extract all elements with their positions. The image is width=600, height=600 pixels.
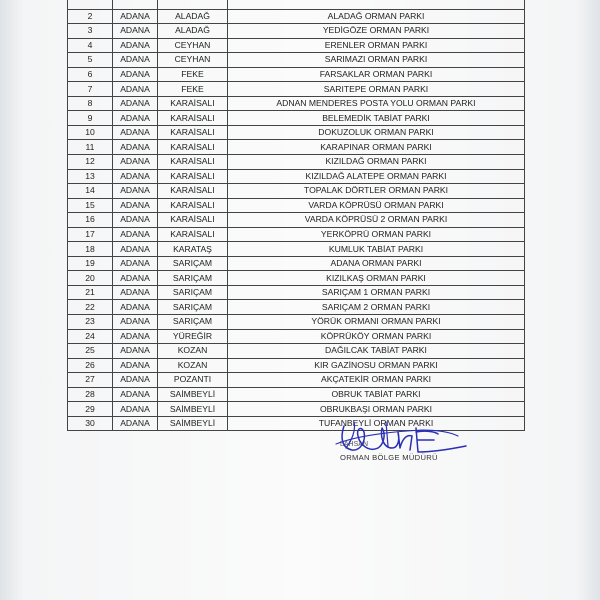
district-cell: KARAİSALI: [158, 96, 228, 111]
park-name-cell: BELEMEDİK TABİAT PARKI: [228, 111, 525, 126]
row-number: 25: [68, 344, 113, 359]
row-number: 22: [68, 300, 113, 315]
table-row: [68, 125, 525, 140]
district-cell: SARIÇAM: [158, 315, 228, 330]
district-cell: SAİMBEYLİ: [158, 402, 228, 417]
row-number: 28: [68, 387, 113, 402]
park-name-cell: SARIÇAM 1 ORMAN PARKI: [228, 285, 525, 300]
table-row: [68, 227, 525, 242]
district-cell: KARATAŞ: [158, 242, 228, 257]
park-name-cell: KIZILDAĞ ORMAN PARKI: [228, 155, 525, 170]
province-cell: ADANA: [113, 387, 158, 402]
row-number: 29: [68, 402, 113, 417]
district-cell: CEYHAN: [158, 38, 228, 53]
table-row: [68, 300, 525, 315]
forest-park-table: [67, 0, 525, 431]
district-cell: ALADAĞ: [158, 9, 228, 24]
district-cell: YÜREĞİR: [158, 329, 228, 344]
park-name-cell: ADANA ORMAN PARKI: [228, 256, 525, 271]
table-row: [68, 329, 525, 344]
park-name-cell: YÖRÜK ORMANI ORMAN PARKI: [228, 315, 525, 330]
district-cell: CEYHAN: [158, 53, 228, 68]
park-name-cell: KIZILKAŞ ORMAN PARKI: [228, 271, 525, 286]
park-name-cell: KUMLUK TABİAT PARKI: [228, 242, 525, 257]
table-row: [68, 96, 525, 111]
province-cell: ADANA: [113, 53, 158, 68]
park-name-cell: ALADAĞ ORMAN PARKI: [228, 9, 525, 24]
table-row: [68, 9, 525, 24]
table-row: [68, 242, 525, 257]
province-cell: ADANA: [113, 329, 158, 344]
row-number: 23: [68, 315, 113, 330]
district-cell: KARAİSALI: [158, 140, 228, 155]
province-cell: ADANA: [113, 155, 158, 170]
park-name-cell: KIZILDAĞ ALATEPE ORMAN PARKI: [228, 169, 525, 184]
row-number: 7: [68, 82, 113, 97]
signatory-title: ORMAN BÖLGE MÜDÜRÜ: [340, 453, 438, 462]
district-cell: KARAİSALI: [158, 213, 228, 228]
table-row: [68, 358, 525, 373]
district-cell: [158, 0, 228, 9]
table-row: [68, 285, 525, 300]
park-name-cell: AKÇATEKİR ORMAN PARKI: [228, 373, 525, 388]
row-number: 10: [68, 125, 113, 140]
table-row: [68, 213, 525, 228]
province-cell: ADANA: [113, 38, 158, 53]
park-name-cell: DAĞILCAK TABİAT PARKI: [228, 344, 525, 359]
row-number: 5: [68, 53, 113, 68]
park-name-cell: SARIMAZI ORMAN PARKI: [228, 53, 525, 68]
province-cell: ADANA: [113, 213, 158, 228]
district-cell: KARAİSALI: [158, 227, 228, 242]
table-row: [68, 53, 525, 68]
province-cell: ADANA: [113, 402, 158, 417]
row-number: 30: [68, 416, 113, 431]
province-cell: ADANA: [113, 227, 158, 242]
park-name-cell: TOPALAK DÖRTLER ORMAN PARKI: [228, 184, 525, 199]
province-cell: ADANA: [113, 315, 158, 330]
table-row: [68, 344, 525, 359]
province-cell: ADANA: [113, 198, 158, 213]
table-row: [68, 140, 525, 155]
park-name-cell: SARIÇAM 2 ORMAN PARKI: [228, 300, 525, 315]
table-row: [68, 82, 525, 97]
table-row: [68, 169, 525, 184]
table-row: [68, 198, 525, 213]
park-name-cell: OBRUK TABİAT PARKI: [228, 387, 525, 402]
park-name-cell: FARSAKLAR ORMAN PARKI: [228, 67, 525, 82]
row-number: 15: [68, 198, 113, 213]
park-name-cell: KÖPRÜKÖY ORMAN PARKI: [228, 329, 525, 344]
district-cell: KARAİSALI: [158, 125, 228, 140]
row-number: 21: [68, 285, 113, 300]
district-cell: KARAİSALI: [158, 155, 228, 170]
district-cell: SARIÇAM: [158, 285, 228, 300]
district-cell: KOZAN: [158, 344, 228, 359]
province-cell: [113, 0, 158, 9]
province-cell: ADANA: [113, 373, 158, 388]
district-cell: SAİMBEYLİ: [158, 387, 228, 402]
park-name-cell: VARDA KÖPRÜSÜ ORMAN PARKI: [228, 198, 525, 213]
handwritten-signature: [326, 418, 486, 478]
province-cell: ADANA: [113, 358, 158, 373]
row-number: 12: [68, 155, 113, 170]
row-number: [68, 0, 113, 9]
province-cell: ADANA: [113, 67, 158, 82]
province-cell: ADANA: [113, 184, 158, 199]
district-cell: ALADAĞ: [158, 24, 228, 39]
province-cell: ADANA: [113, 9, 158, 24]
row-number: 18: [68, 242, 113, 257]
province-cell: ADANA: [113, 416, 158, 431]
table-row: [68, 271, 525, 286]
park-name-cell: KARAPINAR ORMAN PARKI: [228, 140, 525, 155]
table-row: [68, 315, 525, 330]
province-cell: ADANA: [113, 140, 158, 155]
province-cell: ADANA: [113, 111, 158, 126]
row-number: 24: [68, 329, 113, 344]
row-number: 2: [68, 9, 113, 24]
table-row: [68, 373, 525, 388]
district-cell: POZANTI: [158, 373, 228, 388]
district-cell: FEKE: [158, 67, 228, 82]
table-body: [68, 0, 525, 431]
table-row: [68, 38, 525, 53]
district-cell: KOZAN: [158, 358, 228, 373]
row-number: 17: [68, 227, 113, 242]
district-cell: KARAİSALI: [158, 184, 228, 199]
table-row: [68, 111, 525, 126]
row-number: 16: [68, 213, 113, 228]
row-number: 26: [68, 358, 113, 373]
park-name-cell: SARITEPE ORMAN PARKI: [228, 82, 525, 97]
row-number: 14: [68, 184, 113, 199]
district-cell: FEKE: [158, 82, 228, 97]
table-row: [68, 0, 525, 9]
district-cell: KARAİSALI: [158, 198, 228, 213]
table-row: [68, 402, 525, 417]
row-number: 8: [68, 96, 113, 111]
district-cell: KARAİSALI: [158, 111, 228, 126]
province-cell: ADANA: [113, 125, 158, 140]
province-cell: ADANA: [113, 96, 158, 111]
table-row: [68, 387, 525, 402]
signatory-name: LAHSAN: [340, 441, 369, 448]
province-cell: ADANA: [113, 285, 158, 300]
park-name-cell: TUFANBEYLİ ORMAN PARKI: [228, 416, 525, 431]
park-name-cell: DOKUZOLUK ORMAN PARKI: [228, 125, 525, 140]
province-cell: ADANA: [113, 169, 158, 184]
row-number: 4: [68, 38, 113, 53]
row-number: 6: [68, 67, 113, 82]
park-name-cell: OBRUKBAŞI ORMAN PARKI: [228, 402, 525, 417]
province-cell: ADANA: [113, 344, 158, 359]
row-number: 20: [68, 271, 113, 286]
province-cell: ADANA: [113, 256, 158, 271]
park-name-cell: [228, 0, 525, 9]
park-name-cell: YERKÖPRÜ ORMAN PARKI: [228, 227, 525, 242]
table-row: [68, 67, 525, 82]
row-number: 9: [68, 111, 113, 126]
district-cell: SARIÇAM: [158, 256, 228, 271]
district-cell: SAİMBEYLİ: [158, 416, 228, 431]
park-name-cell: ADNAN MENDERES POSTA YOLU ORMAN PARKI: [228, 96, 525, 111]
park-name-cell: ERENLER ORMAN PARKI: [228, 38, 525, 53]
district-cell: SARIÇAM: [158, 271, 228, 286]
province-cell: ADANA: [113, 271, 158, 286]
province-cell: ADANA: [113, 300, 158, 315]
table-row: [68, 155, 525, 170]
table-row: [68, 184, 525, 199]
row-number: 13: [68, 169, 113, 184]
district-cell: KARAİSALI: [158, 169, 228, 184]
row-number: 11: [68, 140, 113, 155]
park-name-cell: KIR GAZİNOSU ORMAN PARKI: [228, 358, 525, 373]
province-cell: ADANA: [113, 242, 158, 257]
table-row: [68, 24, 525, 39]
province-cell: ADANA: [113, 82, 158, 97]
district-cell: SARIÇAM: [158, 300, 228, 315]
park-name-cell: YEDİGÖZE ORMAN PARKI: [228, 24, 525, 39]
row-number: 3: [68, 24, 113, 39]
table-row: [68, 256, 525, 271]
row-number: 27: [68, 373, 113, 388]
row-number: 19: [68, 256, 113, 271]
province-cell: ADANA: [113, 24, 158, 39]
park-name-cell: VARDA KÖPRÜSÜ 2 ORMAN PARKI: [228, 213, 525, 228]
